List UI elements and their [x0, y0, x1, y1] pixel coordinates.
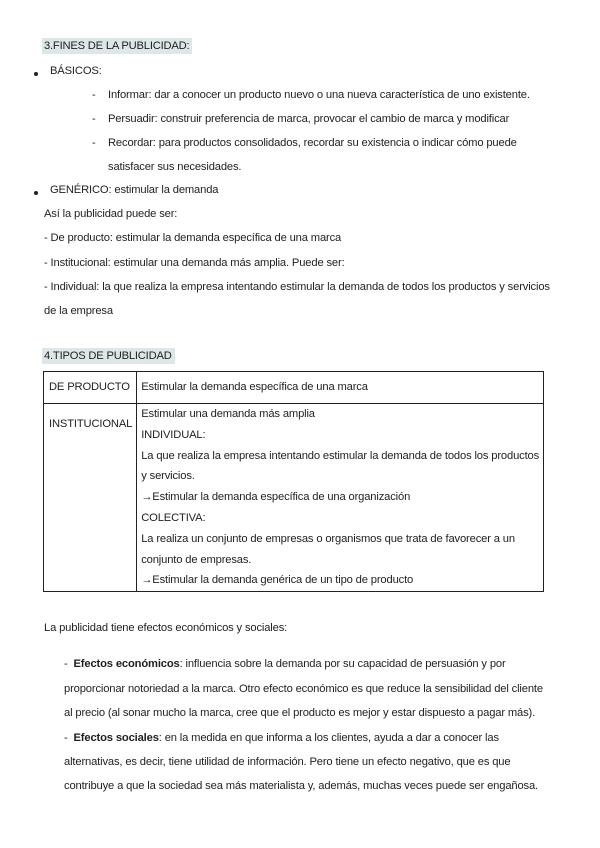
table-cell-value — [137, 404, 544, 592]
cell-line: conjunto de empresas. — [141, 553, 252, 566]
basicos-item-informar: Informar: dar a conocer un producto nuevo o una nueva característica de uno existente. — [108, 89, 530, 101]
dash: - — [92, 137, 96, 149]
sociales-text: contribuye a que la sociedad sea más materialista y, además, muchas veces puede ser engañosa. — [64, 780, 539, 792]
cell-line: La que realiza la empresa intentando estimular la demanda de todos los productos — [141, 449, 540, 462]
sociales-text: : en la medida en que informa a los clientes, ayuda a dar a conocer las — [158, 732, 499, 744]
cell-line: →Estimular la demanda genérica de un tipo de producto — [141, 574, 414, 587]
cell-line: Estimular una demanda más amplia — [141, 408, 315, 420]
tipo-individual-cont: de la empresa — [44, 305, 113, 317]
sociales-label: Efectos sociales — [73, 732, 159, 744]
economicos-text: : influencia sobre la demanda por su capacidad de persuasión y por — [179, 658, 506, 670]
bullet-dot — [34, 191, 38, 195]
basicos-label: BÁSICOS: — [50, 65, 102, 77]
section-4-heading: 4.TIPOS DE PUBLICIDAD — [42, 348, 175, 364]
basicos-item-persuadir: Persuadir: construir preferencia de marca, provocar el cambio de marca y modificar — [108, 113, 510, 125]
tipo-individual: - Individual: la que realiza la empresa intentando estimular la demanda de todos los productos y servicios — [44, 281, 550, 293]
cell-line: COLECTIVA: — [141, 511, 206, 524]
effects-intro: La publicidad tiene efectos económicos y sociales: — [44, 622, 288, 634]
table-cell-key: DE PRODUCTO — [44, 372, 137, 404]
dash: - — [92, 113, 96, 125]
table-row — [44, 404, 544, 592]
cell-line: →Estimular la demanda específica de una organización — [141, 491, 411, 504]
sociales-text: alternativas, es decir, tiene utilidad de información. Pero tiene un efecto negativo, que es que — [64, 756, 511, 768]
cell-line: INDIVIDUAL: — [141, 428, 206, 441]
generico-text: GENÉRICO: estimular la demanda — [50, 184, 219, 196]
basicos-item-recordar-cont: satisfacer sus necesidades. — [108, 161, 242, 173]
tipo-producto: - De producto: estimular la demanda específica de una marca — [44, 232, 342, 244]
dash: - — [92, 89, 96, 101]
table-cell-key: INSTITUCIONAL — [44, 404, 137, 592]
tipos-table — [43, 371, 544, 592]
effects-sociales-line: - Efectos sociales: en la medida en que informa a los clientes, ayuda a dar a conocer las — [64, 732, 499, 744]
economicos-text: proporcionar notoriedad a la marca. Otro efecto económico es que reduce la sensibilidad del cliente — [64, 683, 543, 695]
bullet-dot — [34, 72, 38, 76]
economicos-text: al precio (al sonar mucho la marca, cree que el producto es mejor y estar dispuesto a pagar más). — [64, 707, 536, 719]
tipos-intro: Así la publicidad puede ser: — [44, 208, 178, 220]
economicos-label: Efectos económicos — [73, 658, 180, 670]
tipo-institucional: - Institucional: estimular una demanda más amplia. Puede ser: — [44, 257, 345, 269]
effects-economicos-line: - Efectos económicos: influencia sobre la demanda por su capacidad de persuasión y por — [64, 658, 506, 670]
basicos-item-recordar: Recordar: para productos consolidados, recordar su existencia o indicar cómo puede — [108, 137, 517, 149]
table-row — [44, 372, 544, 404]
section-3-heading: 3.FINES DE LA PUBLICIDAD: — [42, 38, 192, 54]
cell-line: y servicios. — [141, 470, 195, 483]
cell-line: La realiza un conjunto de empresas o organismos que trata de favorecer a un — [141, 532, 515, 545]
table-cell-value: Estimular la demanda específica de una marca — [137, 372, 544, 404]
